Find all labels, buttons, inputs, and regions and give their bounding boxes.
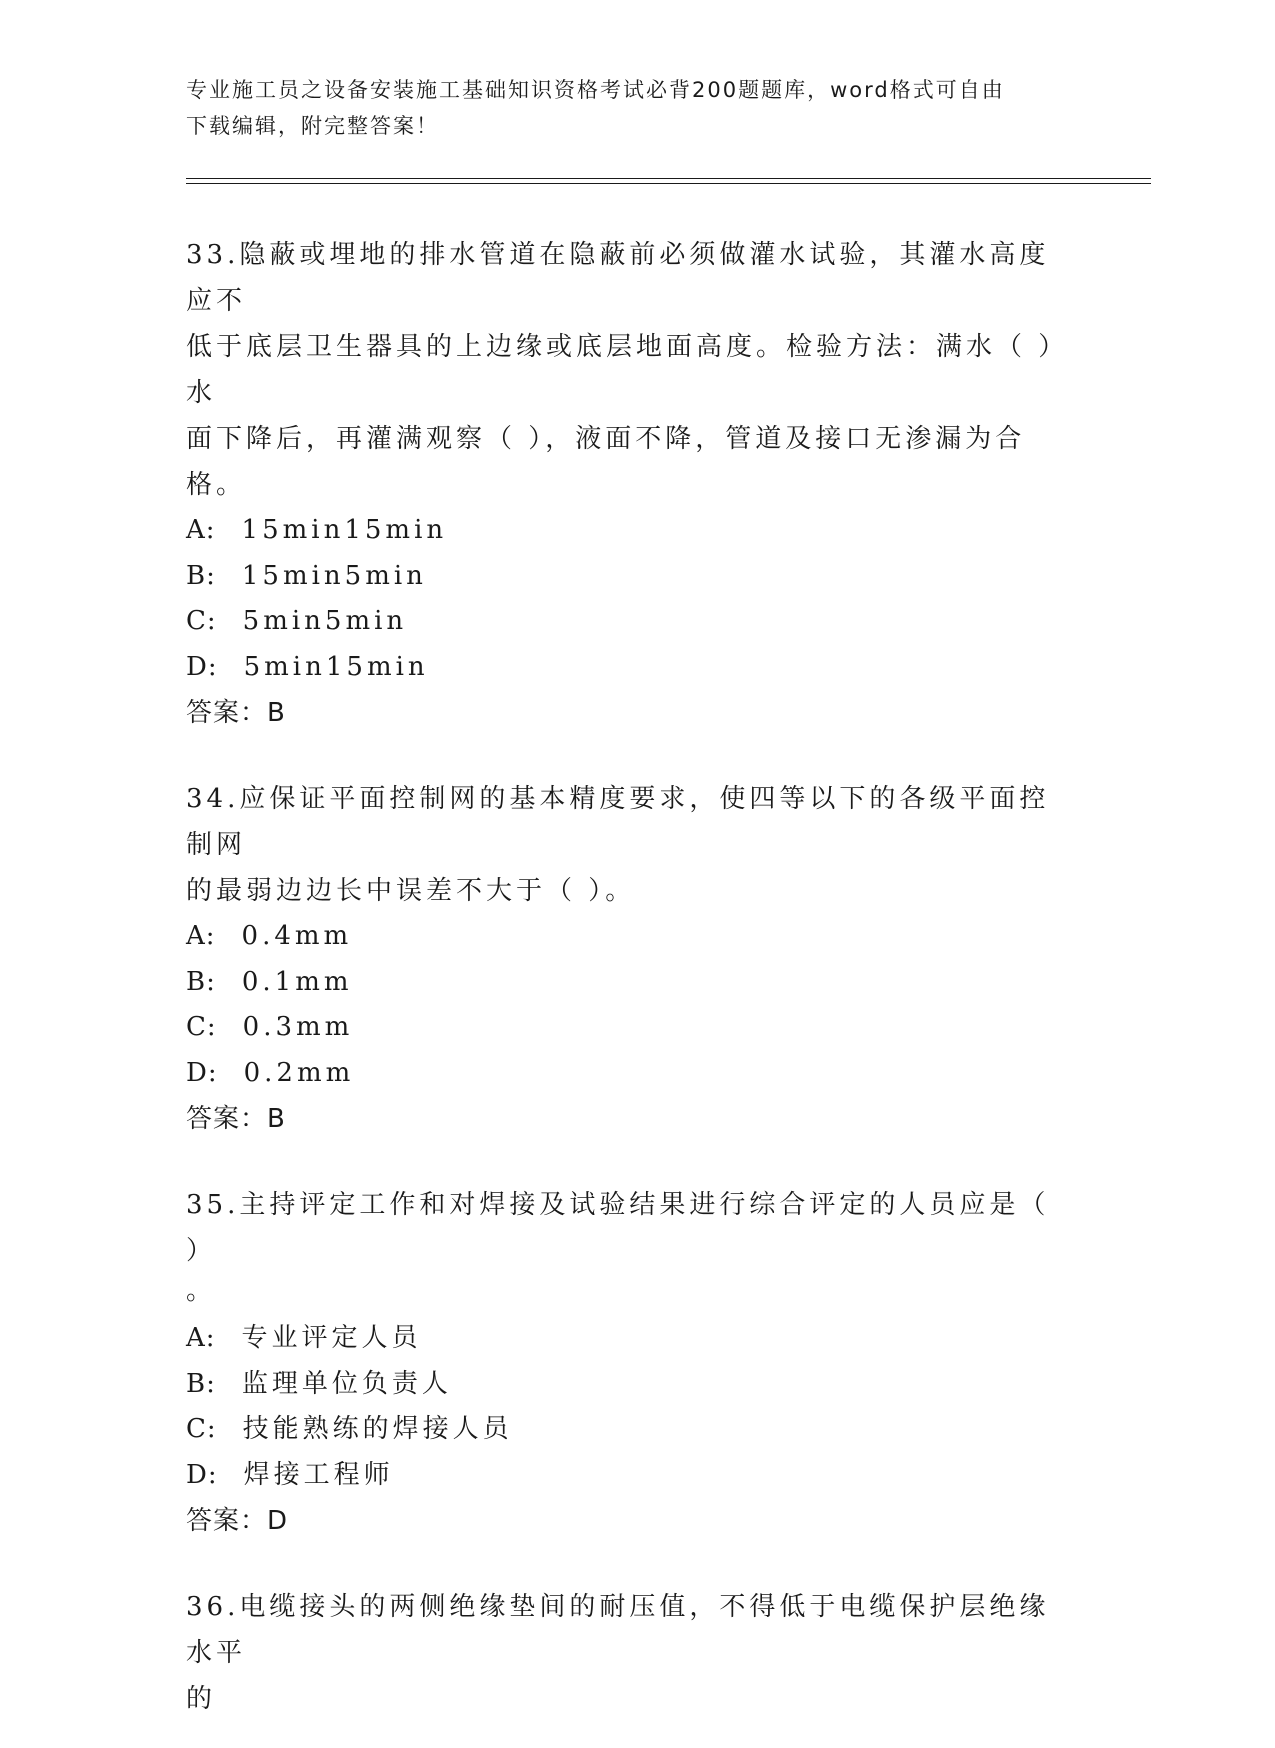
question-text: 面下降后，再灌满观察（ ），液面不降，管道及接口无渗漏为合格。 [186, 424, 1026, 500]
option-b [186, 1362, 1076, 1408]
option-b [186, 960, 1076, 1006]
option-text: 监理单位负责人 [241, 1368, 452, 1399]
header-divider-bottom [186, 183, 1151, 184]
option-text: 5min5min [242, 606, 408, 636]
option-c [186, 1407, 1076, 1453]
question-text: 36.电缆接头的两侧绝缘垫间的耐压值，不得低于电缆保护层绝缘水平 [186, 1592, 1050, 1668]
option-letter: B: [186, 1368, 216, 1399]
question-text: 35.主持评定工作和对焊接及试验结果进行综合评定的人员应是（ ） [186, 1190, 1050, 1266]
option-text: 专业评定人员 [241, 1323, 422, 1353]
question-33 [186, 232, 1076, 736]
option-a [186, 508, 1076, 554]
question-text-tail: 。 [186, 1276, 217, 1306]
question-text: 的 [186, 1684, 217, 1714]
option-letter: A: [186, 921, 216, 951]
header-line-1: 专业施工员之设备安装施工基础知识资格考试必背200题题库，word格式可自由 [186, 78, 1005, 102]
option-d [186, 1453, 1076, 1499]
question-34 [186, 776, 1076, 1142]
option-letter: C: [186, 1414, 217, 1444]
option-text: 15min15min [241, 515, 448, 545]
answer-label: 答案：B [186, 1104, 286, 1134]
question-text: 低于底层卫生器具的上边缘或底层地面高度。检验方法：满水（ ）水 [186, 332, 1069, 408]
option-text: 技能熟练的焊接人员 [242, 1414, 513, 1444]
option-b [186, 554, 1076, 600]
option-text: 5min15min [243, 651, 429, 682]
question-text: 的最弱边边长中误差不大于（ ）。 [186, 876, 636, 906]
option-c [186, 1005, 1076, 1051]
answer-label: 答案：B [186, 698, 286, 728]
option-letter: C: [186, 606, 217, 636]
question-text: 34.应保证平面控制网的基本精度要求，使四等以下的各级平面控制网 [186, 784, 1050, 860]
option-text: 0.2mm [243, 1057, 355, 1088]
option-letter: A: [186, 1323, 216, 1353]
answer-label: 答案：D [186, 1506, 289, 1536]
document-header [186, 72, 1066, 144]
option-text: 15min5min [241, 560, 427, 591]
option-d [186, 645, 1076, 691]
option-letter: D: [186, 1057, 218, 1088]
option-text: 焊接工程师 [243, 1459, 394, 1490]
option-text: 0.1mm [241, 966, 353, 997]
option-letter: C: [186, 1012, 217, 1042]
option-letter: D: [186, 1459, 218, 1490]
option-text: 0.4mm [241, 921, 353, 951]
option-text: 0.3mm [242, 1012, 354, 1042]
option-letter: B: [186, 966, 216, 997]
header-divider-top [186, 178, 1151, 179]
question-36 [186, 1584, 1076, 1722]
option-letter: B: [186, 560, 216, 591]
question-list [186, 232, 1076, 1748]
option-a [186, 914, 1076, 960]
option-letter: D: [186, 651, 218, 682]
question-text: 33.隐蔽或埋地的排水管道在隐蔽前必须做灌水试验，其灌水高度应不 [186, 240, 1050, 316]
option-a [186, 1316, 1076, 1362]
option-d [186, 1051, 1076, 1097]
question-35 [186, 1182, 1076, 1544]
option-letter: A: [186, 515, 216, 545]
header-line-2: 下载编辑，附完整答案！ [186, 114, 439, 138]
option-c [186, 599, 1076, 645]
